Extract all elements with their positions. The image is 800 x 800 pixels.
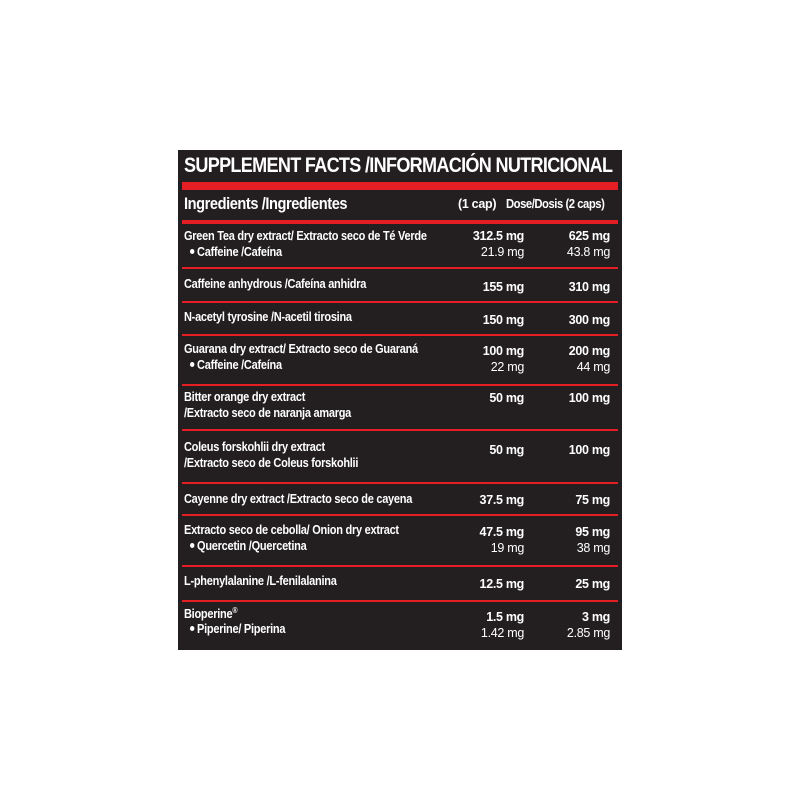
ingredient-name: Cayenne dry extract /Extracto seco de cayena (184, 492, 413, 506)
sub-per-cap-value: 19 mg (490, 541, 524, 555)
ingredient-name: L-phenylalanine /L-fenilalanina (184, 574, 337, 588)
per-cap-value: 150 mg (482, 313, 524, 327)
ingredient-name: Extracto seco de cebolla/ Onion dry extract (184, 523, 399, 537)
sub-per-dose-value: 2.85 mg (566, 626, 610, 640)
sub-per-dose-value: 38 mg (576, 541, 610, 555)
header-one-cap: (1 cap) (458, 197, 497, 211)
supplement-facts-panel (178, 150, 622, 650)
per-cap-value: 312.5 mg (472, 229, 524, 243)
per-cap-value: 50 mg (489, 443, 524, 457)
sub-per-cap-value: 1.42 mg (480, 626, 524, 640)
sub-ingredient-name: Quercetin /Quercetina (190, 539, 306, 553)
ingredient-rows (178, 224, 622, 650)
per-dose-value: 100 mg (568, 443, 610, 457)
table-header (178, 190, 622, 220)
ingredient-name: Caffeine anhydrous /Cafeína anhidra (184, 277, 367, 291)
ingredient-name-translation: /Extracto seco de naranja amarga (184, 406, 352, 420)
registered-mark: ® (232, 606, 238, 615)
per-dose-value: 25 mg (575, 577, 610, 591)
ingredient-name: Bitter orange dry extract (184, 390, 306, 404)
per-cap-value: 50 mg (489, 391, 524, 405)
per-cap-value: 100 mg (482, 344, 524, 358)
ingredient-row (182, 484, 618, 516)
per-cap-value: 1.5 mg (486, 610, 524, 624)
header-ingredients: Ingredients /Ingredientes (184, 194, 348, 213)
ingredient-row (182, 602, 618, 650)
sub-per-dose-value: 43.8 mg (566, 245, 610, 259)
per-dose-value: 310 mg (568, 280, 610, 294)
per-dose-value: 200 mg (568, 344, 610, 358)
sub-ingredient-name: Caffeine /Cafeína (190, 358, 282, 372)
per-dose-value: 300 mg (568, 313, 610, 327)
ingredient-name: N-acetyl tyrosine /N-acetil tirosina (184, 310, 352, 324)
per-cap-value: 12.5 mg (479, 577, 524, 591)
ingredient-row (182, 431, 618, 484)
per-dose-value: 95 mg (575, 525, 610, 539)
header-dose: Dose/Dosis (2 caps) (506, 197, 605, 211)
per-dose-value: 100 mg (568, 391, 610, 405)
sub-per-dose-value: 44 mg (576, 360, 610, 374)
bullet-icon (190, 626, 194, 631)
ingredient-name: Guarana dry extract/ Extracto seco de Guaraná (184, 342, 418, 356)
title-divider (182, 182, 618, 190)
per-cap-value: 47.5 mg (479, 525, 524, 539)
bullet-icon (190, 362, 194, 367)
ingredient-name: Green Tea dry extract/ Extracto seco de Té Verde (184, 229, 427, 243)
per-dose-value: 75 mg (575, 493, 610, 507)
ingredient-row (182, 336, 618, 386)
per-cap-value: 37.5 mg (479, 493, 524, 507)
bullet-icon (190, 249, 194, 254)
per-dose-value: 625 mg (568, 229, 610, 243)
ingredient-row (182, 269, 618, 303)
ingredient-name: Bioperine® (184, 606, 238, 622)
ingredient-row (182, 303, 618, 336)
sub-ingredient-name: Caffeine /Cafeína (190, 245, 282, 259)
ingredient-name: Coleus forskohlii dry extract (184, 440, 325, 454)
per-dose-value: 3 mg (582, 610, 610, 624)
sub-ingredient-name: Piperine/ Piperina (190, 622, 285, 636)
panel-title: SUPPLEMENT FACTS /INFORMACIÓN NUTRICIONAL (184, 154, 613, 177)
per-cap-value: 155 mg (482, 280, 524, 294)
bullet-icon (190, 543, 194, 548)
ingredient-row (182, 567, 618, 602)
ingredient-row (182, 386, 618, 431)
ingredient-row (182, 516, 618, 567)
ingredient-row (182, 224, 618, 269)
ingredient-name-translation: /Extracto seco de Coleus forskohlii (184, 456, 359, 470)
sub-per-cap-value: 21.9 mg (480, 245, 524, 259)
sub-per-cap-value: 22 mg (490, 360, 524, 374)
